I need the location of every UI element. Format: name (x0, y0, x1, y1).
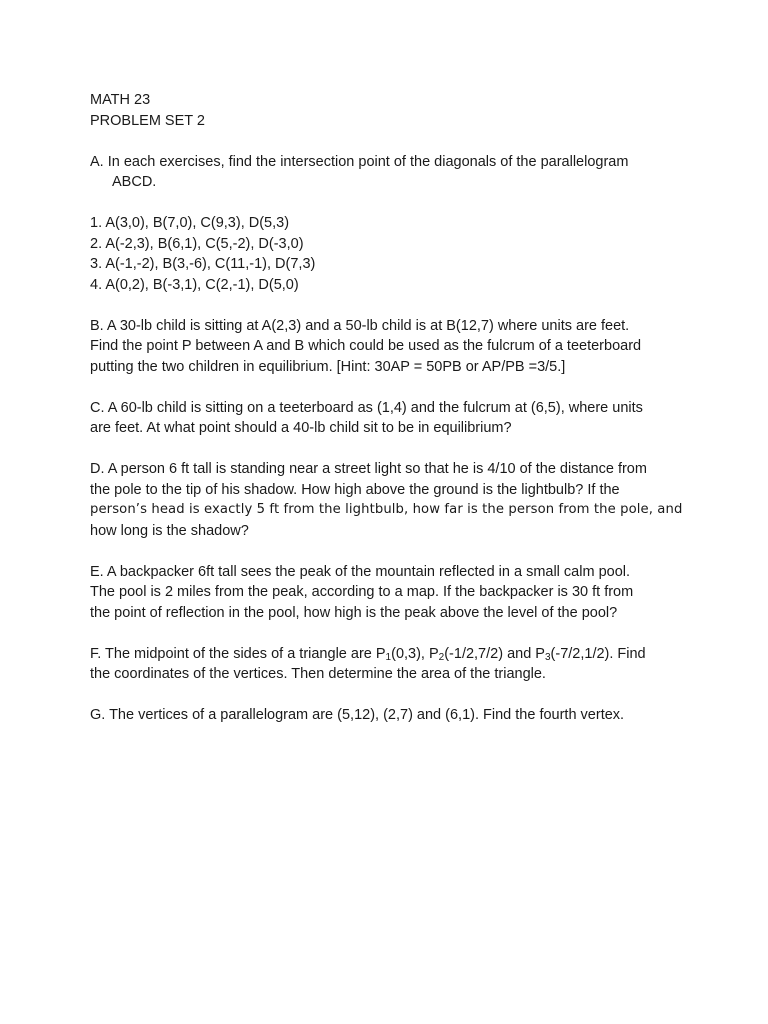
section-f-line-2: the coordinates of the vertices. Then determine the area of the triangle. (90, 666, 546, 682)
course-title: MATH 23 (90, 92, 151, 108)
section-a-item-1: 1. A(3,0), B(7,0), C(9,3), D(5,3) (90, 215, 290, 231)
spacer (90, 439, 680, 460)
spacer (90, 295, 680, 316)
problem-set-document (90, 90, 683, 726)
section-a-intro-line-2: ABCD. (112, 174, 157, 190)
problem-set-title: PROBLEM SET 2 (90, 112, 205, 129)
section-a-intro-line-1: A. In each exercises, find the intersection point of the diagonals of the parallelogram (90, 153, 629, 170)
section-e-line-2: The pool is 2 miles from the peak, according to a map. If the backpacker is 30 ft from (90, 584, 634, 600)
section-b (90, 316, 680, 378)
spacer (90, 193, 680, 214)
spacer (90, 131, 680, 152)
section-d-line-1: D. A person 6 ft tall is standing near a street light so that he is 4/10 of the distance from (90, 461, 647, 477)
section-b-line-2: Find the point P between A and B which could be used as the fulcrum of a teeterboard (90, 338, 642, 354)
section-e-line-3: the point of reflection in the pool, how high is the peak above the level of the pool? (90, 604, 618, 621)
section-a-item-4: 4. A(0,2), B(-3,1), C(2,-1), D(5,0) (90, 276, 299, 293)
spacer (90, 685, 680, 706)
section-a-item-3: 3. A(-1,-2), B(3,-6), C(11,-1), D(7,3) (90, 256, 316, 272)
section-b-line-1: B. A 30-lb child is sitting at A(2,3) and a 50-lb child is at B(12,7) where units are feet. (90, 317, 630, 334)
section-e-line-1: E. A backpacker 6ft tall sees the peak of the mountain reflected in a small calm pool. (90, 563, 631, 580)
section-e (90, 562, 680, 624)
section-a-item-2: 2. A(-2,3), B(6,1), C(5,-2), D(-3,0) (90, 235, 304, 252)
section-a (90, 152, 680, 296)
section-d-line-3: person’s head is exactly 5 ft from the lightbulb, how far is the person from the pole, and (90, 502, 683, 517)
section-d-line-4: how long is the shadow? (90, 522, 249, 539)
section-d-line-2: the pole to the tip of his shadow. How high above the ground is the lightbulb? If the (90, 481, 620, 498)
spacer (90, 623, 680, 644)
section-f-text-d: (-7/2,1/2). Find (550, 645, 646, 662)
section-d (90, 459, 683, 541)
section-c (90, 398, 680, 439)
section-f-text-b: (0,3), P (391, 645, 439, 662)
subscript-2: 2 (438, 651, 445, 663)
subscript-1: 1 (385, 651, 392, 663)
section-f-text-a: F. The midpoint of the sides of a triangle are P (90, 645, 386, 662)
spacer (90, 541, 680, 562)
spacer (90, 377, 680, 398)
section-f-line-1 (90, 644, 680, 665)
section-g (90, 705, 680, 726)
section-f-text-c: (-1/2,7/2) and P (444, 645, 545, 662)
section-c-line-2: are feet. At what point should a 40-lb child sit to be in equilibrium? (90, 420, 512, 436)
section-c-line-1: C. A 60-lb child is sitting on a teeterboard as (1,4) and the fulcrum at (6,5), where units (90, 399, 643, 416)
section-g-line-1: G. The vertices of a parallelogram are (5,12), (2,7) and (6,1). Find the fourth vertex. (90, 707, 625, 723)
section-f (90, 644, 680, 685)
subscript-3: 3 (544, 651, 551, 663)
section-b-line-3: putting the two children in equilibrium. [Hint: 30AP = 50PB or AP/PB =3/5.] (90, 358, 566, 375)
